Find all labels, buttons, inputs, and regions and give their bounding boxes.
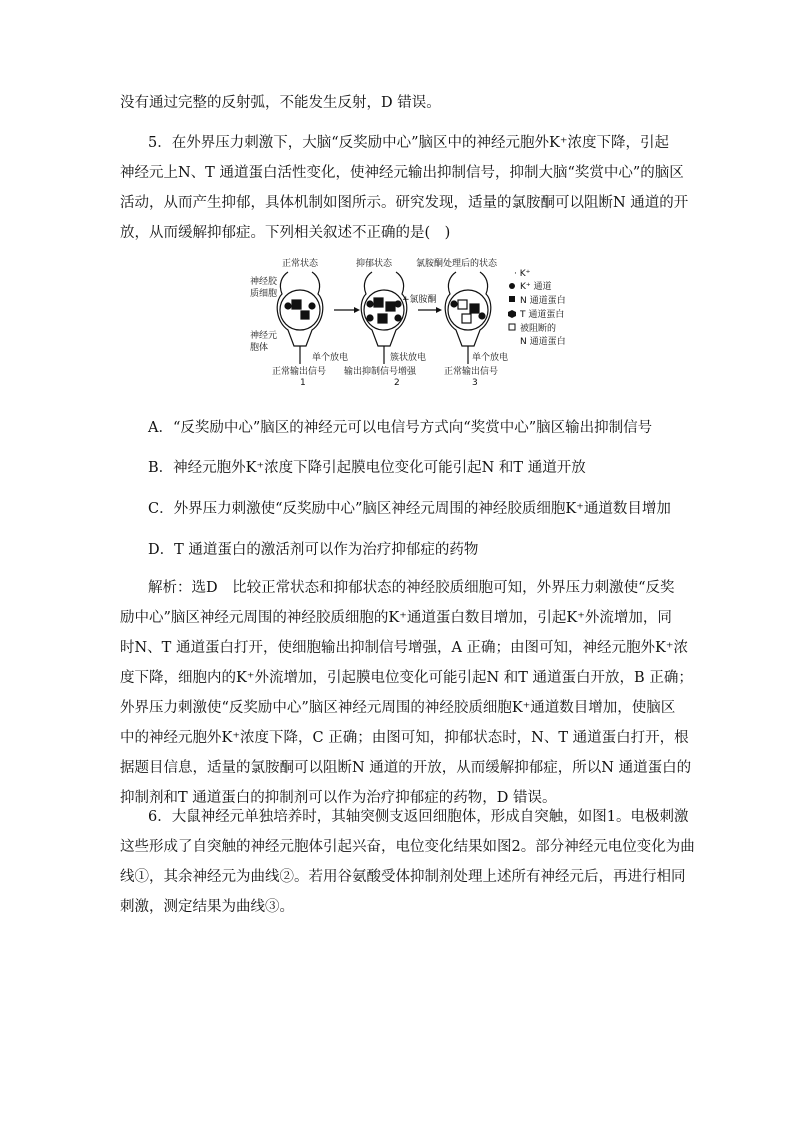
- text-line: 刺激，测定结果为曲线③。: [120, 899, 294, 915]
- ketamine-label: +氯胺酮: [402, 295, 437, 305]
- t-channel-legend-icon: [508, 310, 516, 318]
- analysis-block: [120, 573, 693, 813]
- legend-blocked-1: 被阻断的: [520, 324, 557, 334]
- text-line: 解析：选D 比较正常状态和抑郁状态的神经胶质细胞可知，外界压力刺激使“反奖: [148, 580, 675, 596]
- text-line: 抑制剂和T 通道蛋白的抑制剂可以作为治疗抑郁症的药物，D 错误。: [120, 790, 557, 806]
- neuron-diagram-depressed: [361, 272, 407, 364]
- panel-number-2: 2: [394, 378, 400, 386]
- legend-t-channel: T 通道蛋白: [520, 310, 565, 320]
- output-label-1: 正常输出信号: [272, 367, 327, 377]
- previous-answer-tail: [120, 88, 676, 118]
- glia-label-1: 神经胶: [250, 277, 278, 287]
- text-line: 中的神经元胞外K⁺浓度下降，C 正确；由图可知，抑郁状态时，N、T 通道蛋白打开，根: [120, 730, 689, 746]
- arrow-head-2: [436, 307, 442, 313]
- option-d: D．T 通道蛋白的激活剂可以作为治疗抑郁症的药物: [148, 542, 479, 558]
- arrow-head-1: [354, 307, 360, 313]
- text-line: 励中心”脑区神经元周围的神经胶质细胞的K⁺通道蛋白数目增加，引起K⁺外流增加，同: [120, 610, 672, 626]
- text-line: 线①，其余神经元为曲线②。若用谷氨酸受体抑制剂处理上述所有神经元后，再进行相同: [120, 869, 686, 885]
- text-line: 神经元上N、T 通道蛋白活性变化，使神经元输出抑制信号，抑制大脑“奖赏中心”的脑区: [120, 165, 684, 181]
- text-line: 时N、T 通道蛋白打开，使细胞输出抑制信号增强，A 正确；由图可知，神经元胞外K⁺浓: [120, 640, 689, 656]
- state-label-depressed: 抑郁状态: [356, 259, 393, 269]
- text-line: 活动，从而产生抑郁，具体机制如图所示。研究发现，适量的氯胺酮可以阻断N 通道的开: [120, 195, 689, 211]
- text-line: 这些形成了自突触的神经元胞体引起兴奋，电位变化结果如图2。部分神经元电位变化为曲: [120, 839, 695, 855]
- neuron-diagram-normal: [277, 272, 323, 364]
- legend-blocked-2: N 通道蛋白: [520, 337, 566, 347]
- k-channel-legend-icon: [509, 283, 515, 289]
- question-5-stem: [120, 128, 689, 248]
- option-c: C．外界压力刺激使“反奖励中心”脑区神经元周围的神经胶质细胞K⁺通道数目增加: [148, 501, 671, 517]
- text-line: 5．在外界压力刺激下，大脑“反奖励中心”脑区中的神经元胞外K⁺浓度下降，引起: [148, 135, 670, 151]
- legend-n-channel: N 通道蛋白: [520, 296, 566, 306]
- text-line: 没有通过完整的反射弧，不能发生反射，D 错误。: [120, 95, 441, 111]
- question-6-stem: [120, 802, 695, 922]
- output-label-3: 正常输出信号: [444, 367, 499, 377]
- legend-k-ion: · K⁺: [514, 269, 531, 279]
- discharge-label-3: 单个放电: [472, 353, 509, 363]
- text-line: 6．大鼠神经元单独培养时，其轴突侧支返回细胞体，形成自突触，如图1。电极刺激: [148, 809, 689, 825]
- mechanism-figure: [248, 256, 578, 386]
- text-line: 据题目信息，适量的氯胺酮可以阻断N 通道的开放，从而缓解抑郁症，所以N 通道蛋白的: [120, 760, 692, 776]
- legend-k-channel: K⁺ 通道: [520, 282, 552, 292]
- neuron-diagram-ketamine: [445, 272, 491, 364]
- text-line: 放，从而缓解抑郁症。下列相关叙述不正确的是( ): [120, 225, 451, 241]
- text-line: 外界压力刺激使“反奖励中心”脑区神经元周围的神经胶质细胞K⁺通道数目增加，使脑区: [120, 700, 676, 716]
- discharge-label-1: 单个放电: [312, 353, 349, 363]
- option-b: B．神经元胞外K⁺浓度下降引起膜电位变化可能引起N 和T 通道开放: [148, 460, 586, 476]
- glia-label-2: 质细胞: [250, 289, 278, 299]
- option-a: A．“反奖励中心”脑区的神经元可以电信号方式向“奖赏中心”脑区输出抑制信号: [148, 420, 653, 436]
- output-label-2: 输出抑制信号增强: [344, 367, 417, 377]
- state-label-ketamine: 氯胺酮处理后的状态: [416, 259, 498, 269]
- text-line: 度下降，细胞内的K⁺外流增加，引起膜电位变化可能引起N 和T 通道蛋白开放，B 正确；: [120, 670, 693, 686]
- neuron-label-2: 胞体: [250, 343, 269, 353]
- state-label-normal: 正常状态: [282, 259, 319, 269]
- n-channel-legend-icon: [509, 296, 515, 302]
- panel-number-1: 1: [300, 378, 306, 386]
- panel-number-3: 3: [472, 378, 478, 386]
- neuron-label-1: 神经元: [250, 331, 278, 341]
- discharge-label-2: 簇状放电: [390, 353, 427, 363]
- blocked-n-legend-icon: [509, 324, 515, 330]
